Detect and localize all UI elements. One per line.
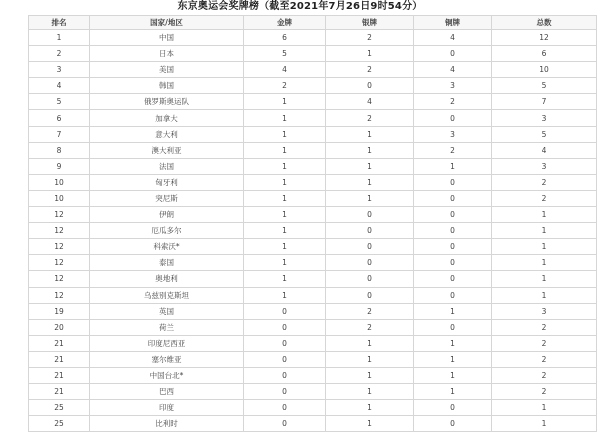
cell-country: 泰国 [90, 255, 244, 271]
table-row [29, 207, 597, 223]
cell-bronze: 0 [414, 271, 492, 287]
cell-rank: 2 [29, 46, 90, 62]
cell-gold: 2 [244, 78, 326, 94]
cell-rank: 5 [29, 94, 90, 110]
cell-bronze: 0 [414, 174, 492, 190]
table-row [29, 400, 597, 416]
cell-gold: 4 [244, 62, 326, 78]
cell-bronze: 0 [414, 223, 492, 239]
cell-gold: 0 [244, 351, 326, 367]
cell-rank: 12 [29, 271, 90, 287]
cell-silver: 0 [326, 287, 414, 303]
cell-silver: 2 [326, 62, 414, 78]
cell-gold: 1 [244, 223, 326, 239]
cell-silver: 0 [326, 78, 414, 94]
cell-rank: 8 [29, 142, 90, 158]
cell-rank: 1 [29, 30, 90, 46]
cell-bronze: 0 [414, 239, 492, 255]
cell-total: 3 [492, 158, 597, 174]
cell-rank: 12 [29, 287, 90, 303]
cell-country: 厄瓜多尔 [90, 223, 244, 239]
cell-gold: 1 [244, 142, 326, 158]
cell-gold: 0 [244, 384, 326, 400]
cell-rank: 25 [29, 416, 90, 432]
cell-bronze: 3 [414, 126, 492, 142]
cell-bronze: 0 [414, 110, 492, 126]
cell-gold: 0 [244, 335, 326, 351]
cell-country: 美国 [90, 62, 244, 78]
cell-bronze: 1 [414, 384, 492, 400]
cell-total: 1 [492, 255, 597, 271]
cell-bronze: 1 [414, 367, 492, 383]
cell-total: 1 [492, 207, 597, 223]
table-body [29, 30, 597, 432]
cell-country: 巴西 [90, 384, 244, 400]
cell-total: 1 [492, 416, 597, 432]
cell-gold: 1 [244, 110, 326, 126]
cell-rank: 12 [29, 223, 90, 239]
cell-gold: 1 [244, 190, 326, 206]
cell-total: 6 [492, 46, 597, 62]
cell-bronze: 4 [414, 62, 492, 78]
cell-total: 5 [492, 78, 597, 94]
cell-country: 科索沃* [90, 239, 244, 255]
cell-rank: 20 [29, 319, 90, 335]
cell-gold: 1 [244, 271, 326, 287]
cell-silver: 0 [326, 255, 414, 271]
cell-country: 伊朗 [90, 207, 244, 223]
cell-gold: 0 [244, 416, 326, 432]
cell-rank: 10 [29, 174, 90, 190]
cell-total: 1 [492, 271, 597, 287]
header-total: 总数 [492, 16, 597, 30]
cell-total: 1 [492, 287, 597, 303]
table-row [29, 110, 597, 126]
cell-gold: 1 [244, 174, 326, 190]
cell-silver: 0 [326, 271, 414, 287]
cell-total: 1 [492, 223, 597, 239]
cell-bronze: 3 [414, 78, 492, 94]
table-row [29, 303, 597, 319]
table-row [29, 126, 597, 142]
cell-rank: 21 [29, 384, 90, 400]
table-row [29, 319, 597, 335]
cell-bronze: 2 [414, 142, 492, 158]
cell-total: 2 [492, 319, 597, 335]
cell-gold: 0 [244, 303, 326, 319]
table-row [29, 46, 597, 62]
cell-total: 10 [492, 62, 597, 78]
cell-total: 4 [492, 142, 597, 158]
cell-rank: 12 [29, 239, 90, 255]
cell-country: 塞尔维亚 [90, 351, 244, 367]
table-row [29, 239, 597, 255]
cell-gold: 1 [244, 255, 326, 271]
header-country: 国家/地区 [90, 16, 244, 30]
cell-bronze: 0 [414, 319, 492, 335]
cell-rank: 4 [29, 78, 90, 94]
cell-bronze: 2 [414, 94, 492, 110]
cell-country: 加拿大 [90, 110, 244, 126]
header-bronze: 铜牌 [414, 16, 492, 30]
table-row [29, 158, 597, 174]
table-row [29, 190, 597, 206]
cell-country: 突尼斯 [90, 190, 244, 206]
table-row [29, 384, 597, 400]
cell-silver: 0 [326, 239, 414, 255]
cell-silver: 2 [326, 303, 414, 319]
cell-gold: 1 [244, 126, 326, 142]
cell-total: 2 [492, 351, 597, 367]
cell-country: 韩国 [90, 78, 244, 94]
table-row [29, 223, 597, 239]
cell-gold: 0 [244, 319, 326, 335]
table-row [29, 335, 597, 351]
cell-bronze: 0 [414, 255, 492, 271]
table-row [29, 271, 597, 287]
cell-bronze: 0 [414, 46, 492, 62]
cell-country: 乌兹别克斯坦 [90, 287, 244, 303]
cell-rank: 12 [29, 207, 90, 223]
cell-rank: 19 [29, 303, 90, 319]
cell-silver: 0 [326, 223, 414, 239]
cell-gold: 0 [244, 367, 326, 383]
cell-total: 2 [492, 367, 597, 383]
cell-silver: 1 [326, 367, 414, 383]
cell-country: 匈牙利 [90, 174, 244, 190]
cell-country: 日本 [90, 46, 244, 62]
table-row [29, 94, 597, 110]
cell-gold: 1 [244, 207, 326, 223]
medal-table [28, 15, 597, 432]
cell-rank: 12 [29, 255, 90, 271]
cell-silver: 1 [326, 142, 414, 158]
cell-rank: 3 [29, 62, 90, 78]
table-row [29, 78, 597, 94]
cell-silver: 1 [326, 384, 414, 400]
cell-total: 2 [492, 335, 597, 351]
cell-total: 1 [492, 239, 597, 255]
cell-country: 法国 [90, 158, 244, 174]
cell-rank: 9 [29, 158, 90, 174]
cell-silver: 1 [326, 174, 414, 190]
cell-rank: 21 [29, 367, 90, 383]
cell-country: 荷兰 [90, 319, 244, 335]
cell-bronze: 0 [414, 207, 492, 223]
header-gold: 金牌 [244, 16, 326, 30]
cell-country: 俄罗斯奥运队 [90, 94, 244, 110]
cell-total: 12 [492, 30, 597, 46]
cell-country: 意大利 [90, 126, 244, 142]
cell-country: 比利时 [90, 416, 244, 432]
cell-bronze: 1 [414, 158, 492, 174]
cell-bronze: 1 [414, 351, 492, 367]
cell-silver: 1 [326, 351, 414, 367]
cell-country: 印度 [90, 400, 244, 416]
cell-rank: 7 [29, 126, 90, 142]
cell-country: 中国台北* [90, 367, 244, 383]
cell-silver: 1 [326, 335, 414, 351]
cell-rank: 21 [29, 335, 90, 351]
cell-silver: 1 [326, 190, 414, 206]
cell-silver: 1 [326, 400, 414, 416]
header-rank: 排名 [29, 16, 90, 30]
cell-silver: 2 [326, 319, 414, 335]
cell-gold: 6 [244, 30, 326, 46]
cell-gold: 1 [244, 239, 326, 255]
cell-rank: 6 [29, 110, 90, 126]
cell-silver: 4 [326, 94, 414, 110]
cell-country: 英国 [90, 303, 244, 319]
table-row [29, 62, 597, 78]
cell-total: 3 [492, 303, 597, 319]
cell-bronze: 0 [414, 400, 492, 416]
cell-gold: 0 [244, 400, 326, 416]
cell-silver: 2 [326, 30, 414, 46]
cell-total: 3 [492, 110, 597, 126]
table-row [29, 351, 597, 367]
cell-bronze: 4 [414, 30, 492, 46]
cell-bronze: 1 [414, 303, 492, 319]
page-title: 东京奥运会奖牌榜（截至2021年7月26日9时54分） [177, 1, 423, 12]
table-row [29, 174, 597, 190]
cell-bronze: 0 [414, 416, 492, 432]
cell-country: 印度尼西亚 [90, 335, 244, 351]
cell-total: 2 [492, 174, 597, 190]
cell-gold: 1 [244, 287, 326, 303]
header-silver: 银牌 [326, 16, 414, 30]
table-row [29, 255, 597, 271]
cell-silver: 0 [326, 207, 414, 223]
cell-gold: 1 [244, 94, 326, 110]
cell-rank: 10 [29, 190, 90, 206]
cell-silver: 1 [326, 416, 414, 432]
cell-silver: 2 [326, 110, 414, 126]
cell-gold: 1 [244, 158, 326, 174]
cell-total: 2 [492, 190, 597, 206]
cell-country: 中国 [90, 30, 244, 46]
cell-silver: 1 [326, 126, 414, 142]
table-header-row [29, 16, 597, 30]
table-row [29, 142, 597, 158]
cell-total: 5 [492, 126, 597, 142]
cell-country: 澳大利亚 [90, 142, 244, 158]
table-row [29, 30, 597, 46]
cell-silver: 1 [326, 46, 414, 62]
cell-total: 2 [492, 384, 597, 400]
cell-rank: 21 [29, 351, 90, 367]
cell-total: 7 [492, 94, 597, 110]
cell-rank: 25 [29, 400, 90, 416]
cell-gold: 5 [244, 46, 326, 62]
cell-bronze: 0 [414, 190, 492, 206]
table-row [29, 287, 597, 303]
table-row [29, 416, 597, 432]
table-row [29, 367, 597, 383]
cell-bronze: 1 [414, 335, 492, 351]
cell-country: 奥地利 [90, 271, 244, 287]
cell-total: 1 [492, 400, 597, 416]
cell-silver: 1 [326, 158, 414, 174]
cell-bronze: 0 [414, 287, 492, 303]
